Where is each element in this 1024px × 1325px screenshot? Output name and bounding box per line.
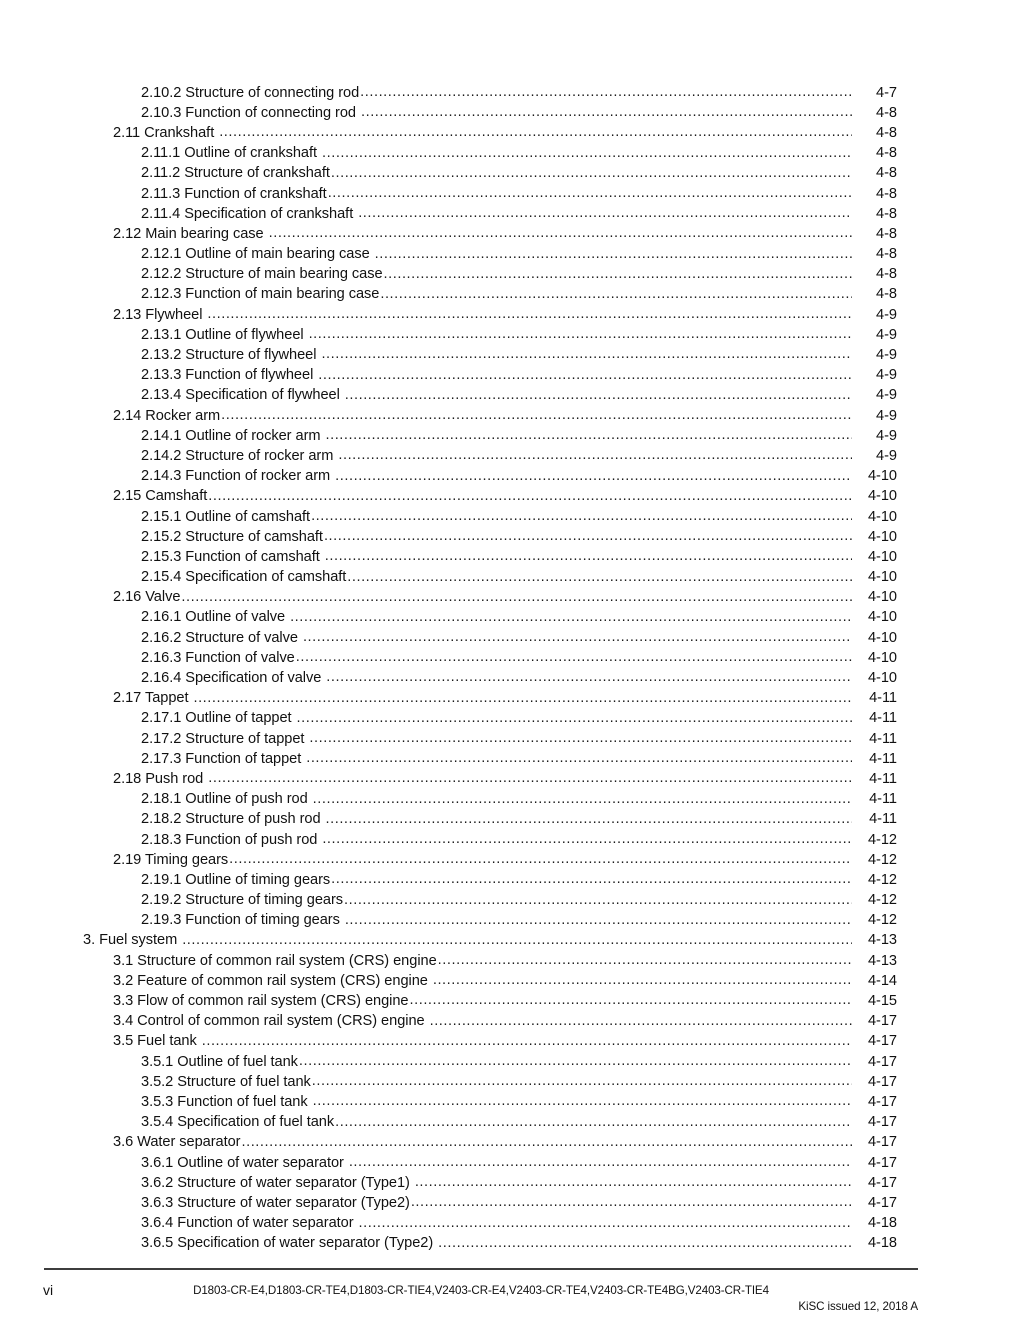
toc-entry-page-number: 4-8 xyxy=(876,104,897,121)
toc-entry[interactable] xyxy=(0,1152,1024,1172)
toc-entry[interactable] xyxy=(0,1233,1024,1253)
toc-entry[interactable] xyxy=(0,849,1024,869)
toc-entry-page-number: 4-11 xyxy=(869,811,897,828)
toc-entry-page-number: 4-9 xyxy=(876,367,897,384)
toc-entry-page-number: 4-9 xyxy=(876,347,897,364)
toc-dot-leader xyxy=(326,667,852,682)
toc-entry-page-number: 4-8 xyxy=(876,124,897,141)
toc-entry[interactable] xyxy=(0,1011,1024,1031)
toc-entry-page-number: 4-9 xyxy=(876,387,897,404)
toc-dot-leader xyxy=(229,849,852,864)
toc-entry-page-number: 4-11 xyxy=(869,710,897,727)
toc-entry[interactable] xyxy=(0,385,1024,405)
toc-dot-leader xyxy=(321,344,852,359)
toc-dot-leader xyxy=(208,768,852,783)
toc-entry[interactable] xyxy=(0,466,1024,486)
toc-entry-page-number: 4-9 xyxy=(876,306,897,323)
toc-dot-leader xyxy=(438,950,852,965)
toc-dot-leader xyxy=(182,930,852,945)
toc-dot-leader xyxy=(313,1091,852,1106)
toc-dot-leader xyxy=(335,1112,852,1127)
toc-entry-page-number: 4-8 xyxy=(876,266,897,283)
toc-entry-title: 2.14.2 Structure of rocker arm xyxy=(141,447,334,464)
toc-entry-title: 2.13.4 Specification of flywheel xyxy=(141,387,340,404)
toc-entry-page-number: 4-17 xyxy=(867,1053,897,1070)
toc-entry-title: 2.19.3 Function of timing gears xyxy=(141,912,340,929)
toc-entry[interactable] xyxy=(0,869,1024,889)
toc-entry-title: 2.11.1 Outline of crankshaft xyxy=(141,145,317,162)
toc-entry[interactable] xyxy=(0,1031,1024,1051)
toc-entry-page-number: 4-10 xyxy=(867,589,897,606)
toc-entry-title: 2.12.3 Function of main bearing case xyxy=(141,286,380,303)
toc-dot-leader xyxy=(299,1051,852,1066)
toc-dot-leader xyxy=(303,627,852,642)
toc-dot-leader xyxy=(411,1192,852,1207)
toc-entry[interactable] xyxy=(0,708,1024,728)
toc-dot-leader xyxy=(309,728,852,743)
toc-entry-page-number: 4-10 xyxy=(867,569,897,586)
toc-entry-title: 3.6.4 Function of water separator xyxy=(141,1215,354,1232)
toc-entry[interactable] xyxy=(0,829,1024,849)
toc-entry-title: 2.19.2 Structure of timing gears xyxy=(141,892,344,909)
toc-dot-leader xyxy=(360,82,852,97)
toc-entry[interactable] xyxy=(0,486,1024,506)
toc-entry-title: 3.6.3 Structure of water separator (Type2) xyxy=(141,1194,410,1211)
toc-entry-page-number: 4-17 xyxy=(867,1154,897,1171)
toc-entry[interactable] xyxy=(0,748,1024,768)
toc-entry[interactable] xyxy=(0,809,1024,829)
footer-page-number: vi xyxy=(43,1282,54,1298)
toc-dot-leader xyxy=(345,910,852,925)
toc-entry-page-number: 4-8 xyxy=(876,165,897,182)
toc-entry[interactable] xyxy=(0,587,1024,607)
toc-entry-page-number: 4-17 xyxy=(867,1093,897,1110)
toc-entry-title: 2.12.2 Structure of main bearing case xyxy=(141,266,383,283)
toc-entry-page-number: 4-17 xyxy=(867,1033,897,1050)
toc-entry[interactable] xyxy=(0,526,1024,546)
toc-entry-title: 2.18.1 Outline of push rod xyxy=(141,791,308,808)
toc-dot-leader xyxy=(290,607,852,622)
toc-entry-page-number: 4-17 xyxy=(867,1013,897,1030)
toc-entry[interactable] xyxy=(0,970,1024,990)
footer-model-list: D1803-CR-E4,D1803-CR-TE4,D1803-CR-TIE4,V2403-CR-E4,V2403-CR-TE4,V2403-CR-TE4BG,V2403-CR-TIE4 xyxy=(193,1284,769,1297)
toc-dot-leader xyxy=(219,122,852,137)
toc-dot-leader xyxy=(430,1011,852,1026)
toc-entry[interactable] xyxy=(0,546,1024,566)
toc-entry-title: 3.5.4 Specification of fuel tank xyxy=(141,1114,335,1131)
toc-entry[interactable] xyxy=(0,567,1024,587)
toc-dot-leader xyxy=(344,890,852,905)
toc-entry[interactable] xyxy=(0,950,1024,970)
toc-entry-title: 3.5 Fuel tank xyxy=(113,1033,197,1050)
toc-entry-title: 2.15.3 Function of camshaft xyxy=(141,548,320,565)
toc-entry-page-number: 4-17 xyxy=(867,1134,897,1151)
toc-dot-leader xyxy=(361,102,852,117)
toc-entry-title: 2.18.3 Function of push rod xyxy=(141,831,318,848)
toc-entry-page-number: 4-9 xyxy=(876,427,897,444)
toc-dot-leader xyxy=(181,587,852,602)
toc-entry-page-number: 4-8 xyxy=(876,185,897,202)
toc-entry[interactable] xyxy=(0,910,1024,930)
toc-entry[interactable] xyxy=(0,365,1024,385)
toc-entry-page-number: 4-10 xyxy=(867,528,897,545)
toc-entry[interactable] xyxy=(0,304,1024,324)
footer-divider xyxy=(44,1268,918,1270)
toc-dot-leader xyxy=(306,748,852,763)
toc-dot-leader xyxy=(384,264,852,279)
toc-entry-title: 3.5.3 Function of fuel tank xyxy=(141,1093,308,1110)
toc-entry-title: 2.10.3 Function of connecting rod xyxy=(141,104,356,121)
toc-dot-leader xyxy=(331,869,852,884)
toc-dot-leader xyxy=(296,647,852,662)
toc-entry-title: 3.6.5 Specification of water separator (Type2) xyxy=(141,1235,434,1252)
toc-entry[interactable] xyxy=(0,990,1024,1010)
toc-entry-title: 3.3 Flow of common rail system (CRS) engine xyxy=(113,993,409,1010)
toc-entry-page-number: 4-11 xyxy=(869,690,897,707)
toc-entry[interactable] xyxy=(0,607,1024,627)
toc-entry[interactable] xyxy=(0,1051,1024,1071)
toc-entry-page-number: 4-17 xyxy=(867,1194,897,1211)
toc-entry-page-number: 4-8 xyxy=(876,225,897,242)
toc-entry-title: 2.13.3 Function of flywheel xyxy=(141,367,314,384)
toc-entry[interactable] xyxy=(0,122,1024,142)
toc-entry[interactable] xyxy=(0,506,1024,526)
toc-entry-title: 2.17.2 Structure of tappet xyxy=(141,730,305,747)
toc-entry[interactable] xyxy=(0,264,1024,284)
toc-entry[interactable] xyxy=(0,1192,1024,1212)
toc-entry-title: 3.5.2 Structure of fuel tank xyxy=(141,1073,311,1090)
toc-entry-page-number: 4-8 xyxy=(876,205,897,222)
toc-entry-title: 2.16.3 Function of valve xyxy=(141,649,295,666)
toc-entry-title: 2.14 Rocker arm xyxy=(113,407,221,424)
toc-entry-title: 2.11.4 Specification of crankshaft xyxy=(141,205,354,222)
toc-dot-leader xyxy=(297,708,852,723)
toc-dot-leader xyxy=(359,1213,852,1228)
toc-dot-leader xyxy=(375,244,852,259)
toc-entry-page-number: 4-10 xyxy=(867,670,897,687)
toc-dot-leader xyxy=(326,809,852,824)
toc-dot-leader xyxy=(322,829,852,844)
toc-entry[interactable] xyxy=(0,1091,1024,1111)
toc-entry-title: 2.15.4 Specification of camshaft xyxy=(141,569,347,586)
toc-dot-leader xyxy=(311,506,852,521)
toc-entry-page-number: 4-13 xyxy=(867,932,897,949)
toc-entry[interactable] xyxy=(0,768,1024,788)
toc-entry[interactable] xyxy=(0,1172,1024,1192)
toc-dot-leader xyxy=(313,789,852,804)
toc-entry-title: 3.4 Control of common rail system (CRS) engine xyxy=(113,1013,425,1030)
toc-entry-title: 2.13 Flywheel xyxy=(113,306,203,323)
toc-dot-leader xyxy=(324,526,852,541)
toc-entry-page-number: 4-9 xyxy=(876,407,897,424)
toc-entry[interactable] xyxy=(0,82,1024,102)
footer-issue-stamp: KiSC issued 12, 2018 A xyxy=(798,1300,918,1313)
toc-dot-leader xyxy=(335,466,852,481)
toc-entry-title: 3.6 Water separator xyxy=(113,1134,241,1151)
toc-entry-page-number: 4-10 xyxy=(867,508,897,525)
toc-entry[interactable] xyxy=(0,143,1024,163)
toc-entry-page-number: 4-11 xyxy=(869,750,897,767)
toc-entry-title: 2.16.4 Specification of valve xyxy=(141,670,322,687)
toc-entry[interactable] xyxy=(0,688,1024,708)
toc-dot-leader xyxy=(415,1172,852,1187)
toc-entry[interactable] xyxy=(0,1071,1024,1091)
toc-entry-page-number: 4-7 xyxy=(876,84,897,101)
toc-entry-page-number: 4-18 xyxy=(867,1235,897,1252)
toc-entry-page-number: 4-12 xyxy=(867,851,897,868)
toc-dot-leader xyxy=(208,486,852,501)
toc-entry-page-number: 4-10 xyxy=(867,609,897,626)
toc-dot-leader xyxy=(269,223,852,238)
toc-entry-page-number: 4-9 xyxy=(876,447,897,464)
toc-dot-leader xyxy=(331,163,852,178)
toc-dot-leader xyxy=(241,1132,852,1147)
toc-entry-title: 2.14.3 Function of rocker arm xyxy=(141,468,331,485)
toc-dot-leader xyxy=(380,284,852,299)
toc-dot-leader xyxy=(325,425,852,440)
toc-entry-title: 3.1 Structure of common rail system (CRS) engine xyxy=(113,952,437,969)
toc-entry[interactable] xyxy=(0,647,1024,667)
toc-entry-page-number: 4-17 xyxy=(867,1174,897,1191)
table-of-contents-list xyxy=(0,82,1024,1253)
toc-entry-title: 2.17.3 Function of tappet xyxy=(141,750,302,767)
toc-entry-page-number: 4-17 xyxy=(867,1114,897,1131)
toc-entry[interactable] xyxy=(0,284,1024,304)
toc-entry-title: 2.18.2 Structure of push rod xyxy=(141,811,321,828)
toc-dot-leader xyxy=(347,567,852,582)
toc-entry-title: 2.15 Camshaft xyxy=(113,488,208,505)
toc-dot-leader xyxy=(349,1152,852,1167)
toc-entry-title: 2.15.1 Outline of camshaft xyxy=(141,508,311,525)
toc-entry-title: 2.17 Tappet xyxy=(113,690,189,707)
toc-entry-title: 2.17.1 Outline of tappet xyxy=(141,710,292,727)
toc-entry[interactable] xyxy=(0,102,1024,122)
toc-entry-page-number: 4-12 xyxy=(867,912,897,929)
toc-dot-leader xyxy=(338,445,852,460)
toc-dot-leader xyxy=(433,970,852,985)
toc-entry-page-number: 4-18 xyxy=(867,1215,897,1232)
toc-entry-title: 2.14.1 Outline of rocker arm xyxy=(141,427,321,444)
toc-entry[interactable] xyxy=(0,890,1024,910)
toc-entry-page-number: 4-11 xyxy=(869,791,897,808)
toc-dot-leader xyxy=(309,324,852,339)
toc-entry-title: 2.11.2 Structure of crankshaft xyxy=(141,165,330,182)
toc-entry[interactable] xyxy=(0,445,1024,465)
toc-entry-title: 2.12.1 Outline of main bearing case xyxy=(141,246,370,263)
toc-entry-title: 2.10.2 Structure of connecting rod xyxy=(141,84,360,101)
toc-entry[interactable] xyxy=(0,1132,1024,1152)
toc-entry-title: 2.12 Main bearing case xyxy=(113,225,264,242)
toc-entry[interactable] xyxy=(0,223,1024,243)
toc-entry-title: 3.5.1 Outline of fuel tank xyxy=(141,1053,298,1070)
toc-entry[interactable] xyxy=(0,324,1024,344)
toc-entry-page-number: 4-10 xyxy=(867,649,897,666)
toc-entry[interactable] xyxy=(0,244,1024,264)
toc-entry-page-number: 4-12 xyxy=(867,831,897,848)
toc-dot-leader xyxy=(207,304,852,319)
toc-entry-page-number: 4-8 xyxy=(876,145,897,162)
toc-dot-leader xyxy=(358,203,852,218)
toc-entry-page-number: 4-17 xyxy=(867,1073,897,1090)
toc-entry-page-number: 4-10 xyxy=(867,468,897,485)
toc-entry-page-number: 4-12 xyxy=(867,892,897,909)
toc-dot-leader xyxy=(318,365,852,380)
toc-entry-page-number: 4-12 xyxy=(867,871,897,888)
toc-entry[interactable] xyxy=(0,183,1024,203)
toc-dot-leader xyxy=(328,183,852,198)
toc-entry-page-number: 4-10 xyxy=(867,488,897,505)
toc-entry-title: 2.16.2 Structure of valve xyxy=(141,629,298,646)
toc-entry[interactable] xyxy=(0,1112,1024,1132)
toc-entry-page-number: 4-8 xyxy=(876,246,897,263)
toc-dot-leader xyxy=(345,385,852,400)
toc-entry[interactable] xyxy=(0,163,1024,183)
toc-entry[interactable] xyxy=(0,425,1024,445)
toc-dot-leader xyxy=(325,546,852,561)
toc-entry-title: 2.16 Valve xyxy=(113,589,181,606)
toc-entry-title: 2.13.1 Outline of flywheel xyxy=(141,326,304,343)
toc-entry-title: 2.11 Crankshaft xyxy=(113,124,215,141)
toc-entry-title: 2.19.1 Outline of timing gears xyxy=(141,871,331,888)
toc-dot-leader xyxy=(312,1071,852,1086)
toc-dot-leader xyxy=(410,990,853,1005)
toc-entry-title: 2.16.1 Outline of valve xyxy=(141,609,286,626)
toc-entry-page-number: 4-10 xyxy=(867,548,897,565)
toc-entry[interactable] xyxy=(0,405,1024,425)
toc-entry[interactable] xyxy=(0,728,1024,748)
toc-entry[interactable] xyxy=(0,1213,1024,1233)
toc-entry[interactable] xyxy=(0,627,1024,647)
toc-entry-page-number: 4-11 xyxy=(869,730,897,747)
toc-entry-page-number: 4-10 xyxy=(867,629,897,646)
toc-entry-page-number: 4-14 xyxy=(867,972,897,989)
toc-entry[interactable] xyxy=(0,930,1024,950)
toc-dot-leader xyxy=(322,143,852,158)
toc-entry[interactable] xyxy=(0,203,1024,223)
toc-entry-page-number: 4-15 xyxy=(867,993,897,1010)
toc-entry-title: 3.2 Feature of common rail system (CRS) engine xyxy=(113,972,428,989)
toc-entry[interactable] xyxy=(0,667,1024,687)
toc-entry[interactable] xyxy=(0,344,1024,364)
toc-entry-page-number: 4-9 xyxy=(876,326,897,343)
toc-entry-page-number: 4-13 xyxy=(867,952,897,969)
toc-dot-leader xyxy=(438,1233,852,1248)
toc-entry-title: 2.15.2 Structure of camshaft xyxy=(141,528,323,545)
toc-entry-page-number: 4-11 xyxy=(869,770,897,787)
toc-entry[interactable] xyxy=(0,789,1024,809)
toc-dot-leader xyxy=(202,1031,852,1046)
toc-entry-page-number: 4-8 xyxy=(876,286,897,303)
toc-dot-leader xyxy=(193,688,852,703)
toc-entry-title: 3.6.1 Outline of water separator xyxy=(141,1154,344,1171)
toc-entry-title: 2.18 Push rod xyxy=(113,770,204,787)
toc-entry-title: 2.11.3 Function of crankshaft xyxy=(141,185,327,202)
toc-entry-title: 3. Fuel system xyxy=(83,932,178,949)
toc-entry-title: 2.13.2 Structure of flywheel xyxy=(141,347,317,364)
toc-entry-title: 3.6.2 Structure of water separator (Type1) xyxy=(141,1174,410,1191)
toc-entry-title: 2.19 Timing gears xyxy=(113,851,229,868)
toc-dot-leader xyxy=(221,405,852,420)
